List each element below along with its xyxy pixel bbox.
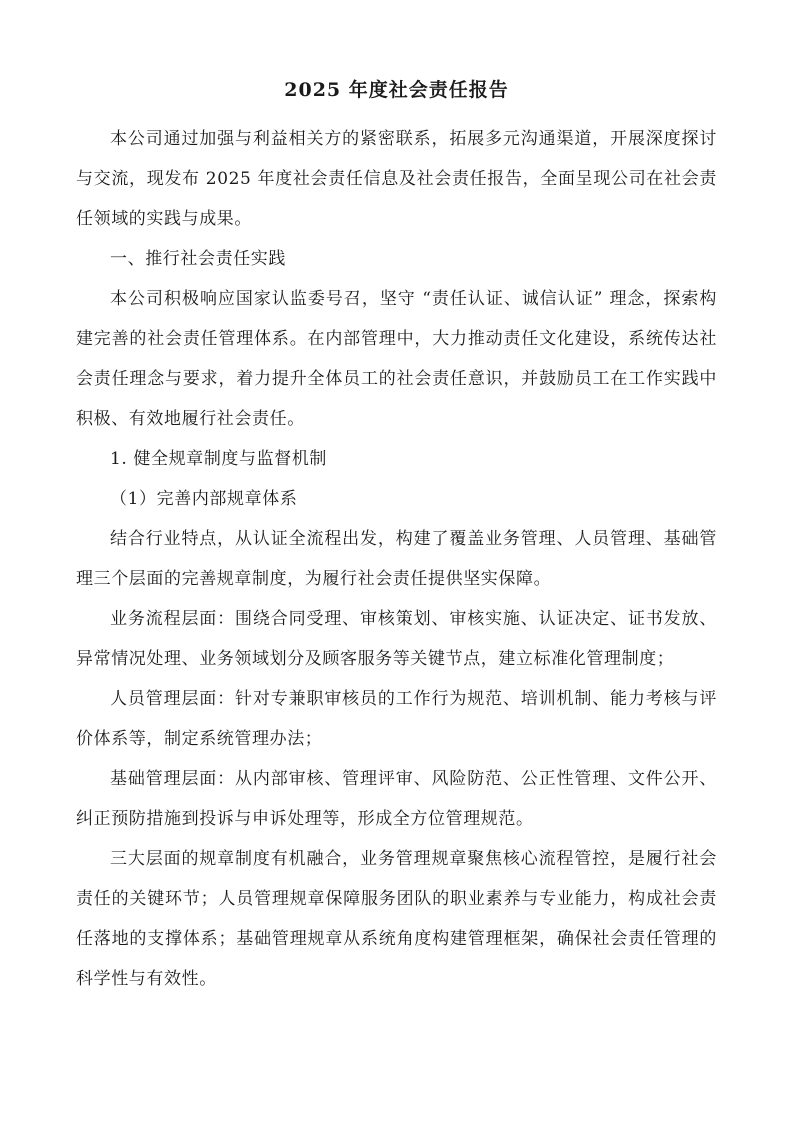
section-heading-1: 一、推行社会责任实践: [110, 249, 286, 269]
business-process-paragraph: 业务流程层面：围绕合同受理、审核策划、审核实施、认证决定、证书发放、异常情况处理、业务领域划分及顾客服务等关键节点，建立标准化管理制度；: [76, 609, 717, 669]
basic-management-paragraph: 基础管理层面：从内部审核、管理评审、风险防范、公正性管理、文件公开、纠正预防措施到投诉与申诉处理等，形成全方位管理规范。: [76, 769, 717, 829]
subsection-heading-1: 1. 健全规章制度与监督机制: [110, 449, 328, 469]
intro-paragraph: 本公司通过加强与利益相关方的紧密联系，拓展多元沟通渠道，开展深度探讨与交流，现发布 2025 年度社会责任信息及社会责任报告，全面呈现公司在社会责任领域的实践与成果。: [76, 129, 717, 229]
document-title: 2025 年度社会责任报告: [284, 79, 509, 101]
personnel-management-paragraph: 人员管理层面：针对专兼职审核员的工作行为规范、培训机制、能力考核与评价体系等，制定系统管理办法；: [76, 689, 717, 749]
integration-paragraph: 三大层面的规章制度有机融合，业务管理规章聚焦核心流程管控，是履行社会责任的关键环节；人员管理规章保障服务团队的职业素养与专业能力，构成社会责任落地的支撑体系；基础管理规章从系统角度构建管理框架，确保社会责任管理的科学性与有效性。: [76, 849, 717, 989]
rules-paragraph: 结合行业特点，从认证全流程出发，构建了覆盖业务管理、人员管理、基础管理三个层面的完善规章制度，为履行社会责任提供坚实保障。: [76, 529, 717, 589]
section-1-paragraph: 本公司积极响应国家认监委号召，坚守 “责任认证、诚信认证” 理念，探索构建完善的社会责任管理体系。在内部管理中，大力推动责任文化建设，系统传达社会责任理念与要求，着力提升全体员工的社会责任意识，并鼓励员工在工作实践中积极、有效地履行社会责任。: [76, 289, 717, 429]
subsubsection-heading-1: （1）完善内部规章体系: [110, 489, 298, 509]
